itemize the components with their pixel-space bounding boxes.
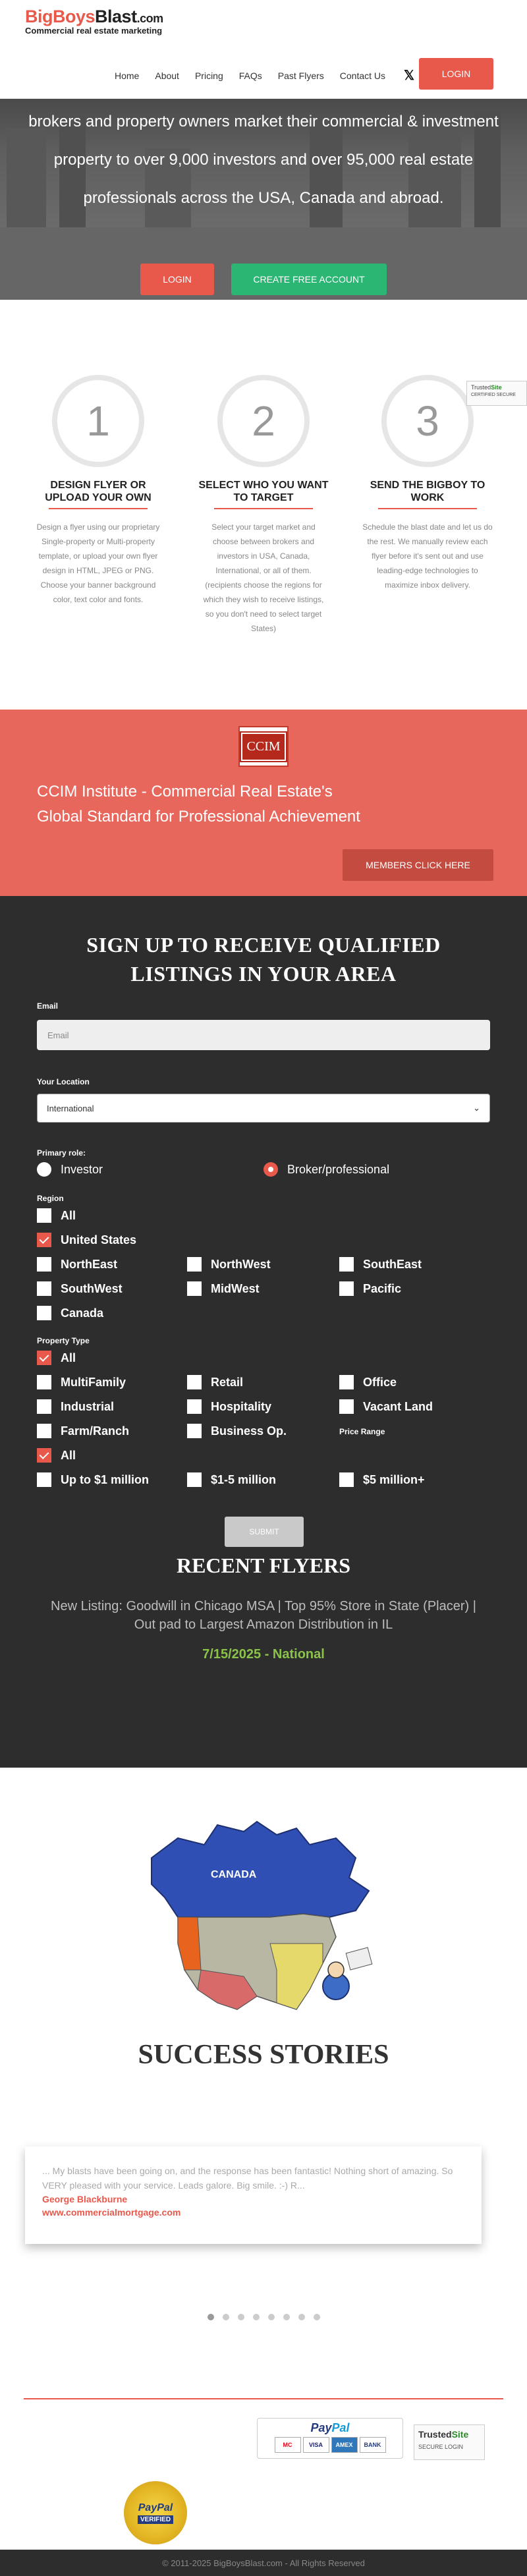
role-label: Primary role: [37, 1148, 86, 1158]
carousel-dot[interactable] [283, 2314, 290, 2320]
step-divider [49, 508, 148, 509]
paypal-text-a: Pay [310, 2421, 332, 2434]
checkbox-box [187, 1257, 202, 1272]
checkbox-label: $1-5 million [211, 1472, 277, 1486]
trusted-sub: CERTIFIED SECURE [471, 393, 516, 397]
ptype-hospitality-checkbox[interactable] [187, 1399, 271, 1414]
amex-icon: AMEX [331, 2437, 358, 2453]
region-southeast-checkbox[interactable] [339, 1257, 422, 1272]
paypal-badge[interactable] [257, 2418, 403, 2459]
logo-tld: .com [136, 12, 163, 25]
visa-icon: VISA [303, 2437, 329, 2453]
checkbox-label: All [61, 1351, 76, 1364]
checkbox-label: SouthWest [61, 1281, 123, 1295]
checkbox-label: Industrial [61, 1399, 115, 1413]
radio-circle [37, 1162, 51, 1177]
checkbox-label: Up to $1 million [61, 1472, 150, 1486]
region-northeast-checkbox[interactable] [37, 1257, 117, 1272]
step-number: 3 [381, 375, 474, 467]
region-canada-checkbox[interactable] [37, 1306, 103, 1320]
role-broker-radio[interactable] [264, 1162, 389, 1177]
nav-past-flyers[interactable]: Past Flyers [277, 70, 324, 81]
checkbox-box [339, 1281, 354, 1296]
role-investor-radio[interactable] [37, 1162, 103, 1177]
seal-text: PayPal [138, 2502, 173, 2513]
testimonial-card [25, 2146, 482, 2244]
hero-banner [0, 99, 527, 227]
role-broker-label: Broker/professional [287, 1162, 390, 1176]
nav-contact[interactable]: Contact Us [339, 70, 386, 81]
step-title: SEND THE BIGBOY TO WORK [370, 480, 485, 503]
success-heading: SUCCESS STORIES [138, 2040, 389, 2070]
site-header [0, 0, 527, 99]
header-login-button[interactable]: LOGIN [419, 58, 493, 90]
members-click-button[interactable]: MEMBERS CLICK HERE [343, 849, 493, 881]
nav-about[interactable]: About [155, 70, 179, 81]
checkbox-label: Farm/Ranch [61, 1424, 130, 1438]
nav-home[interactable]: Home [115, 70, 140, 81]
checkbox-box [37, 1424, 51, 1438]
carousel-dot[interactable] [238, 2314, 244, 2320]
checkbox-label: Canada [61, 1306, 104, 1320]
step-number: 1 [52, 375, 144, 467]
step-2 [198, 375, 329, 636]
checkbox-label: Business Op. [211, 1424, 287, 1438]
checkbox-box [37, 1281, 51, 1296]
checkbox-label: SouthEast [363, 1257, 422, 1271]
nav-pricing[interactable]: Pricing [194, 70, 223, 81]
ptype-farm-checkbox[interactable] [37, 1424, 129, 1438]
trusted-bottom-b: Site [451, 2429, 469, 2440]
region-pacific-checkbox[interactable] [339, 1281, 401, 1296]
submit-button[interactable]: SUBMIT [225, 1517, 304, 1547]
recent-flyers-heading: RECENT FLYERS [176, 1554, 351, 1577]
region-us-checkbox[interactable] [37, 1233, 136, 1247]
checkbox-box [37, 1472, 51, 1487]
step-title: SELECT WHO YOU WANT TO TARGET [198, 480, 329, 503]
checkbox-box [339, 1472, 354, 1487]
step-text: Design a flyer using our proprietary Single-property or Multi-property template, or upload your own flyer design in HTML, JPEG or PNG. Choose your banner background color, text color and fonts. [36, 522, 160, 604]
ptype-business-checkbox[interactable] [187, 1424, 287, 1438]
checkbox-label: Retail [211, 1375, 244, 1389]
listing-date: 7/15/2025 - National [202, 1647, 325, 1662]
checkbox-label: All [61, 1208, 76, 1222]
checkbox-label: $5 million+ [363, 1472, 425, 1486]
checkbox-box [187, 1375, 202, 1389]
create-account-button[interactable]: CREATE FREE ACCOUNT [231, 264, 387, 295]
location-label: Your Location [37, 1077, 90, 1086]
checkbox-box [187, 1281, 202, 1296]
ptype-retail-checkbox[interactable] [187, 1375, 243, 1389]
checkbox-label: MidWest [211, 1281, 260, 1295]
recent-listing-link[interactable]: New Listing: Goodwill in Chicago MSA | Top 95% Store in State (Placer) | Out pad to Largest Amazon Distribution in IL [51, 1599, 476, 1632]
carousel-dot[interactable] [298, 2314, 305, 2320]
region-southwest-checkbox[interactable] [37, 1281, 123, 1296]
paypal-text-b: Pal [331, 2421, 350, 2434]
checkbox-box [37, 1208, 51, 1223]
checkbox-label: Pacific [363, 1281, 402, 1295]
ccim-logo[interactable] [238, 726, 289, 767]
price-3-checkbox[interactable] [339, 1472, 425, 1487]
signup-heading-line1: SIGN UP TO RECEIVE QUALIFIED [86, 933, 441, 957]
step-3 [362, 375, 493, 592]
step-text: Select your target market and choose between brokers and investors in USA, Canada, International, or all of them. (recipients choose the regions for which they wish to receive listings, so you don't need to select target States) [203, 522, 324, 633]
checkbox-label: All [61, 1448, 76, 1462]
step-1 [33, 375, 163, 607]
checkbox-box-checked [37, 1351, 51, 1365]
price-range-label: Price Range [339, 1427, 385, 1436]
region-label: Region [37, 1194, 64, 1203]
step-number: 2 [217, 375, 310, 467]
checkbox-box-checked [37, 1448, 51, 1463]
ptype-industrial-checkbox[interactable] [37, 1399, 114, 1414]
testimonial-name: George Blackburne [42, 2194, 128, 2204]
trusted-title-a: Trusted [471, 384, 491, 391]
step-divider [378, 508, 477, 509]
email-label: Email [37, 1001, 59, 1011]
section-divider [24, 2398, 503, 2399]
bank-icon: BANK [360, 2437, 386, 2453]
trusted-bottom-sub: SECURE LOGIN [418, 2444, 464, 2450]
trusted-site-bottom-badge[interactable] [414, 2424, 485, 2460]
ptype-all-checkbox[interactable] [37, 1351, 76, 1365]
step-text: Schedule the blast date and let us do the rest. We manually review each flyer before it's sent out and use leading-edge technologies to maximize inbox delivery. [362, 522, 493, 590]
hero-login-button[interactable]: LOGIN [140, 264, 214, 295]
ccim-title-line1: CCIM Institute - Commercial Real Estate's [37, 783, 333, 800]
location-value: International [47, 1103, 94, 1113]
card-logos [263, 2437, 397, 2453]
carousel-dot[interactable] [253, 2314, 260, 2320]
checkbox-label: Vacant Land [363, 1399, 433, 1413]
trusted-site-badge[interactable] [466, 381, 527, 406]
checkbox-label: NorthWest [211, 1257, 271, 1271]
location-select[interactable] [37, 1094, 490, 1123]
ptype-vacant-checkbox[interactable] [339, 1399, 433, 1414]
logo-part2: Blast [95, 7, 137, 26]
carousel-dot[interactable] [268, 2314, 275, 2320]
trusted-title-b: Site [491, 384, 502, 391]
checkbox-label: Office [363, 1375, 397, 1389]
checkbox-box [37, 1399, 51, 1414]
step-divider [214, 508, 313, 509]
checkbox-box [187, 1399, 202, 1414]
canada-label: CANADA [211, 1869, 257, 1880]
step-title: DESIGN FLYER OR UPLOAD YOUR OWN [45, 480, 152, 503]
signup-section [0, 896, 527, 1768]
ccim-logo-text: CCIM [241, 733, 285, 761]
checkbox-label: MultiFamily [61, 1375, 126, 1389]
logo-part1: BigBoys [25, 7, 96, 26]
mastercard-icon: MC [275, 2437, 301, 2453]
checkbox-box-checked [37, 1233, 51, 1247]
carousel-dot[interactable] [314, 2314, 320, 2320]
ptype-multifamily-checkbox[interactable] [37, 1375, 126, 1389]
map-graphic [138, 1818, 389, 2029]
checkbox-box [339, 1399, 354, 1414]
region-midwest-checkbox[interactable] [187, 1281, 260, 1296]
checkbox-box [37, 1257, 51, 1272]
steps-section [0, 300, 527, 710]
checkbox-label: Hospitality [211, 1399, 272, 1413]
ccim-title [37, 779, 360, 829]
north-america-map [138, 1818, 389, 2029]
signup-heading-line2: LISTINGS IN YOUR AREA [130, 962, 397, 986]
site-footer: © 2011-2025 BigBoysBlast.com - All Rights Reserved [0, 2550, 527, 2576]
price-2-checkbox[interactable] [187, 1472, 276, 1487]
trusted-bottom-a: Trusted [418, 2429, 452, 2440]
testimonial-quote: ... My blasts have been going on, and the response has been fantastic! Nothing short of amazing. So VERY pleased with your service. Leads galore. Big smile. :-) R... [42, 2166, 453, 2191]
carousel-dots [0, 2314, 527, 2320]
hero-buttons [0, 264, 527, 295]
checkbox-box [339, 1375, 354, 1389]
checkbox-box [37, 1306, 51, 1320]
property-type-label: Property Type [37, 1336, 90, 1345]
ptype-office-checkbox[interactable] [339, 1375, 397, 1389]
checkbox-box [187, 1424, 202, 1438]
signup-heading [0, 930, 527, 988]
checkbox-box [187, 1472, 202, 1487]
checkbox-label: NorthEast [61, 1257, 118, 1271]
logo-tagline: Commercial real estate marketing [25, 26, 163, 36]
region-all-checkbox[interactable] [37, 1208, 76, 1223]
chevron-down-icon: ⌄ [473, 1103, 480, 1113]
ccim-title-line2: Global Standard for Professional Achievement [37, 808, 360, 826]
checkbox-box [37, 1375, 51, 1389]
checkbox-box [339, 1257, 354, 1272]
price-all-checkbox[interactable] [37, 1448, 76, 1463]
region-northwest-checkbox[interactable] [187, 1257, 271, 1272]
nav-faqs[interactable]: FAQs [238, 70, 262, 81]
testimonial-url[interactable]: www.commercialmortgage.com [42, 2207, 181, 2218]
paypal-verified-seal[interactable] [124, 2481, 187, 2544]
x-twitter-icon[interactable]: 𝕏 [404, 69, 415, 83]
checkbox-label: United States [61, 1233, 137, 1246]
ccim-section [0, 710, 527, 896]
site-logo[interactable] [25, 7, 163, 36]
seal-sub: VERIFIED [138, 2515, 173, 2524]
main-nav [115, 67, 430, 84]
price-1-checkbox[interactable] [37, 1472, 149, 1487]
email-input[interactable]: Email [37, 1020, 490, 1050]
carousel-dot[interactable] [208, 2314, 214, 2320]
role-investor-label: Investor [61, 1162, 103, 1176]
hero-text: brokers and property owners market their commercial & investment property to over 9,000 investors and over 95,000 real estate professionals across the USA, Canada and abroad. [28, 113, 499, 207]
carousel-dot[interactable] [223, 2314, 229, 2320]
radio-circle-selected [264, 1162, 278, 1177]
